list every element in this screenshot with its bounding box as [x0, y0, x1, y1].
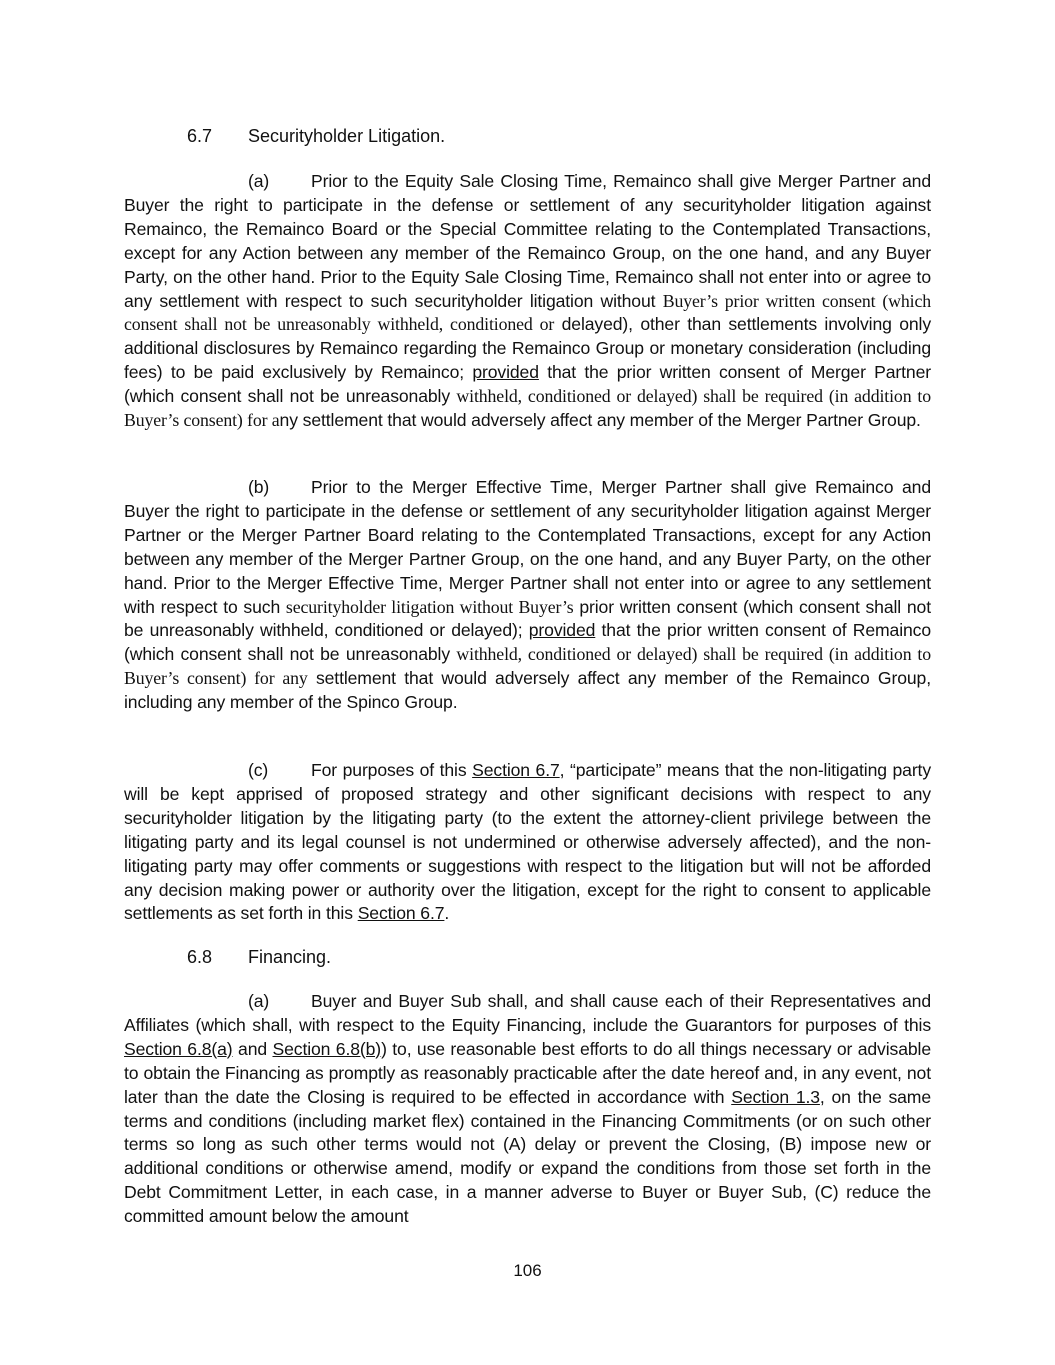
paragraph-text: Buyer’s prior written consent (which consent shall not be unreasonably withheld, conditioned or: [124, 290, 931, 335]
section-title: Securityholder Litigation.: [248, 126, 446, 146]
section-6-8-heading: [187, 945, 331, 969]
section-reference-link[interactable]: Section 6.7: [472, 760, 560, 780]
paragraph-text: that the prior written consent of Remainco (which consent shall not be unreasonably: [124, 620, 931, 665]
paragraph-text: , on the same terms and conditions (including market flex) contained in the Financing Commitments (or on such other terms so long as such other terms would not (A) delay or prevent the Closing, (B) impose new or additional conditions or otherwise amend, modify or expand the conditions from those set forth in the Debt Commitment Letter, in each case, in a manner adverse to Buyer or Buyer Sub, (C) reduce the committed amount below the amount: [124, 1086, 931, 1227]
paragraph-text: Prior to the Merger Effective Time, Merger Partner shall give Remainco and Buyer the right to participate in the defense or settlement of any securityholder litigation against Merger Partner or the Merger Partner Board relating to the Contemplated Transactions, except for any Action between any member of the Merger Partner Group, on the one hand, and any Buyer Party, on the other hand. Prior to the Merger Effective Time, Merger Partner shall not enter into or agree to any settlement with respect to such: [124, 477, 931, 617]
paragraph-text: , “participate” means that the non-litigating party will be kept apprised of proposed strategy and other significant decisions with respect to any securityholder litigation by the litigating party (to the extent the attorney-client privilege between the litigating party and its legal counsel is not undermined or otherwise adversely affected), and the non-litigating party may offer comments or suggestions with respect to the litigation but will not be afforded any decision making power or authority over the litigation, except for the right to consent to applicable settlements as set forth in this: [124, 760, 931, 924]
section-number: 6.8: [187, 947, 213, 967]
paragraph-text: .: [444, 903, 450, 924]
section-reference-link[interactable]: Section 6.8(a): [124, 1038, 233, 1059]
paragraph-text: withheld, conditioned or delayed) shall be required (in addition to Buyer’s consent) for a: [124, 386, 931, 431]
section-title: Financing.: [248, 947, 332, 967]
paragraph-label: (a): [248, 991, 270, 1011]
paragraph-label: (b): [248, 477, 270, 497]
section-reference-link[interactable]: Section 6.7: [357, 903, 445, 924]
paragraph-6-7-a: [124, 170, 931, 433]
paragraph-text: securityholder litigation without Buyer’s: [285, 596, 574, 617]
provided-term: provided: [528, 620, 596, 641]
paragraph-6-7-b: [124, 476, 931, 715]
section-6-7-heading: [187, 124, 445, 148]
paragraph-label: (c): [248, 760, 269, 780]
section-number: 6.7: [187, 126, 213, 146]
section-reference-link[interactable]: Section 1.3: [731, 1086, 820, 1107]
paragraph-6-7-c: [124, 759, 931, 926]
paragraph-text: and: [238, 1038, 268, 1059]
section-reference-link[interactable]: Section 6.8(b): [272, 1038, 382, 1059]
paragraph-label: (a): [248, 171, 270, 191]
paragraph-text: settlement that would adversely affect any member of the Remainco Group, including any member of the Spinco Group.: [124, 668, 931, 713]
paragraph-text: delayed), other than settlements involving only additional disclosures by Remainco regarding the Remainco Group or monetary consideration (including fees) to be paid exclusively by Remainco;: [124, 314, 931, 383]
paragraph-6-8-a: [124, 990, 931, 1229]
paragraph-text: For purposes of this: [311, 760, 467, 780]
page-number: 106: [513, 1261, 542, 1280]
paragraph-text: Buyer and Buyer Sub shall, and shall cause each of their Representatives and Affiliates (which shall, with respect to the Equity Financing, include the Guarantors for purposes of this: [124, 991, 931, 1035]
paragraph-text: Prior to the Equity Sale Closing Time, Remainco shall give Merger Partner and Buyer the right to participate in the defense or settlement of any securityholder litigation against Remainco, the Remainco Board or the Special Committee relating to the Contemplated Transactions, except for any Action between any member of the Remainco Group, on the one hand, and any Buyer Party, on the other hand. Prior to the Equity Sale Closing Time, Remainco shall not enter into or agree to any settlement with respect to such securityholder litigation without: [124, 171, 931, 311]
paragraph-text: ) to, use reasonable best efforts to do all things necessary or advisable to obtain the Financing as promptly as reasonably practicable after the date hereof and, in any event, not later than the date the Closing is required to be effected in accordance with: [124, 1038, 931, 1107]
paragraph-text: withheld, conditioned or delayed) shall be required (in addition to Buyer’s consent) for any: [124, 644, 931, 689]
paragraph-text: prior written consent (which consent shall not be unreasonably withheld, conditioned or delayed);: [124, 596, 931, 641]
paragraph-text: ny settlement that would adversely affect any member of the Merger Partner Group.: [279, 410, 921, 431]
paragraph-text: that the prior written consent of Merger Partner (which consent shall not be unreasonably: [124, 362, 931, 407]
provided-term: provided: [472, 362, 539, 383]
